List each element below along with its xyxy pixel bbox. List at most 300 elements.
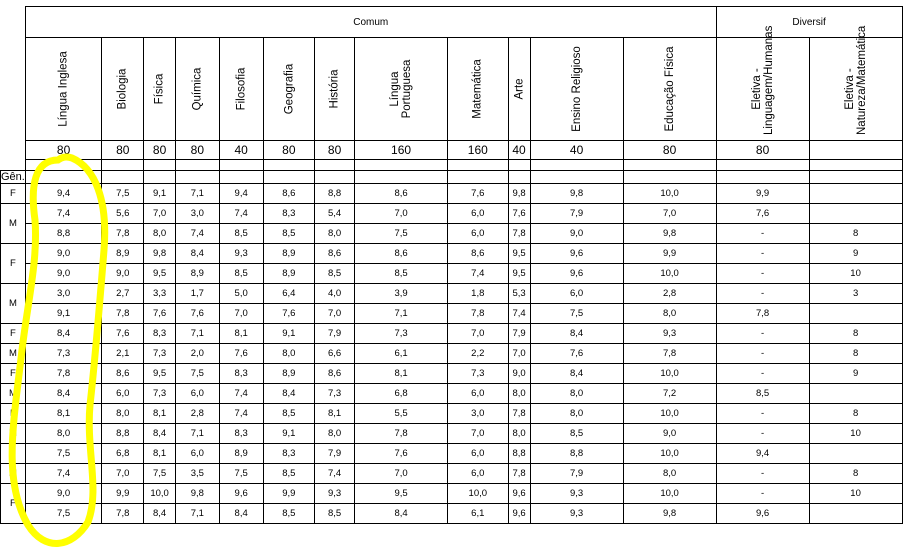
grade-cell: 7,1 <box>175 504 219 524</box>
subject-label: Língua Inglesa <box>57 51 70 127</box>
grade-cell: 8,3 <box>219 424 263 444</box>
grade-cell: - <box>716 364 809 384</box>
grade-cell: 1,7 <box>175 284 219 304</box>
grade-cell: 9,5 <box>144 264 176 284</box>
spacer-cell <box>448 171 508 184</box>
spacer-cell <box>623 160 716 171</box>
grade-cell: 9,6 <box>508 484 530 504</box>
hours-cell: 160 <box>355 141 448 160</box>
grade-cell: 3,0 <box>175 204 219 224</box>
grade-cell: 8,4 <box>25 324 101 344</box>
grade-cell: 7,1 <box>175 324 219 344</box>
grade-cell: 8,8 <box>25 224 101 244</box>
subject-label: Física <box>153 73 166 105</box>
grade-cell: 8,9 <box>219 444 263 464</box>
grade-cell: 9,3 <box>530 484 623 504</box>
subject-header <box>809 25 902 141</box>
table-row <box>1 504 903 524</box>
grade-cell: 10,0 <box>623 404 716 424</box>
spacer-cell <box>102 160 144 171</box>
subject-header <box>716 25 809 141</box>
grade-cell: 7,5 <box>25 504 101 524</box>
grade-cell <box>809 204 902 224</box>
grade-cell: 8 <box>809 324 902 344</box>
grade-cell: 8,4 <box>219 504 263 524</box>
grade-cell: 9,1 <box>144 184 176 204</box>
grade-cell: 9,0 <box>508 364 530 384</box>
grade-cell: 9,8 <box>175 484 219 504</box>
grade-cell: 8,4 <box>530 364 623 384</box>
grade-cell: 10 <box>809 264 902 284</box>
grade-cell: 7,0 <box>448 424 508 444</box>
subject-label: Educação Física <box>663 46 676 132</box>
corner-blank <box>1 141 26 160</box>
grade-cell: 8,8 <box>102 424 144 444</box>
grade-cell: 7,1 <box>355 304 448 324</box>
grade-cell: 8,3 <box>263 444 315 464</box>
spacer-cell <box>809 171 902 184</box>
grade-cell: 7,8 <box>355 424 448 444</box>
hours-cell: 40 <box>530 141 623 160</box>
grade-cell: 8,9 <box>102 244 144 264</box>
subject-header <box>175 38 219 141</box>
grade-cell: 6,6 <box>315 344 355 364</box>
spacer-cell <box>716 160 809 171</box>
grade-cell: 6,8 <box>355 384 448 404</box>
grade-cell: 10 <box>809 424 902 444</box>
grade-cell: 9,4 <box>25 184 101 204</box>
grade-cell: 8,9 <box>263 264 315 284</box>
grade-cell: 2,8 <box>623 284 716 304</box>
grade-cell: 9,6 <box>508 504 530 524</box>
grade-cell: 10,0 <box>448 484 508 504</box>
grade-cell: 8,0 <box>623 304 716 324</box>
subject-header <box>530 38 623 141</box>
hours-cell: 80 <box>144 141 176 160</box>
grade-cell: 7,8 <box>508 464 530 484</box>
subject-label: Química <box>191 67 204 111</box>
grade-cell: 8 <box>809 404 902 424</box>
grade-cell: 9,9 <box>263 484 315 504</box>
grade-cell: 9,9 <box>102 484 144 504</box>
grade-cell: - <box>716 264 809 284</box>
grade-cell: 7,6 <box>175 304 219 324</box>
grade-cell: 7,5 <box>102 184 144 204</box>
grade-cell: 8,1 <box>355 364 448 384</box>
spacer-cell <box>809 160 902 171</box>
grade-cell: 8,6 <box>315 244 355 264</box>
hours-cell: 80 <box>623 141 716 160</box>
gender-cell: M <box>1 384 26 404</box>
grade-cell: 7,4 <box>219 404 263 424</box>
table-row <box>1 324 903 344</box>
gender-cell: M <box>1 204 26 244</box>
grade-cell: 9,8 <box>144 244 176 264</box>
grade-cell: 7,9 <box>315 324 355 344</box>
grade-cell: 9,1 <box>263 424 315 444</box>
grade-cell: - <box>716 464 809 484</box>
spacer-cell <box>355 160 448 171</box>
grade-cell: 7,4 <box>448 264 508 284</box>
subject-label: História <box>328 69 341 109</box>
grade-cell: 3,0 <box>448 404 508 424</box>
grade-cell: 8,5 <box>263 404 315 424</box>
spacer-cell <box>263 160 315 171</box>
grade-cell: 8,4 <box>175 244 219 264</box>
grade-cell: 2,8 <box>175 404 219 424</box>
grade-cell: 8,0 <box>144 224 176 244</box>
hours-cell <box>809 141 902 160</box>
grade-cell: 8,5 <box>530 424 623 444</box>
subject-header <box>219 38 263 141</box>
grade-cell: 10,0 <box>623 444 716 464</box>
grade-cell: 7,9 <box>530 464 623 484</box>
grade-cell: 8 <box>809 224 902 244</box>
spacer-cell <box>144 171 176 184</box>
grade-cell: 8,1 <box>25 404 101 424</box>
grade-cell: 2,0 <box>175 344 219 364</box>
grade-cell: 10 <box>809 484 902 504</box>
grade-cell: 7,5 <box>175 364 219 384</box>
grade-cell: 7,4 <box>219 204 263 224</box>
hours-cell: 80 <box>263 141 315 160</box>
grade-cell: - <box>716 324 809 344</box>
grade-cell: 9,0 <box>530 224 623 244</box>
gender-cell: F <box>1 444 26 464</box>
gender-cell: F <box>1 184 26 204</box>
grade-cell: 8,6 <box>448 244 508 264</box>
grade-cell: 5,4 <box>315 204 355 224</box>
grade-cell: - <box>716 404 809 424</box>
grade-cell: 8,0 <box>25 424 101 444</box>
grade-cell: 8,8 <box>315 184 355 204</box>
gender-cell: F <box>1 324 26 344</box>
grade-cell: 8,5 <box>355 264 448 284</box>
subject-header <box>448 38 508 141</box>
spacer-cell <box>508 160 530 171</box>
grade-cell: 7,1 <box>175 184 219 204</box>
grade-cell: 7,5 <box>219 464 263 484</box>
grade-cell: 8,6 <box>355 244 448 264</box>
grade-cell: 8 <box>809 344 902 364</box>
grade-cell: 7,3 <box>25 344 101 364</box>
corner-blank <box>1 160 26 171</box>
grade-cell <box>809 504 902 524</box>
table-row <box>1 184 903 204</box>
grade-cell: 9,0 <box>102 264 144 284</box>
grade-cell: 7,6 <box>448 184 508 204</box>
grade-cell: 7,9 <box>315 444 355 464</box>
grade-cell: 9,0 <box>25 484 101 504</box>
grade-cell: 8,4 <box>530 324 623 344</box>
grade-cell: 8,3 <box>263 204 315 224</box>
spacer-cell <box>144 160 176 171</box>
grades-table <box>0 6 903 524</box>
table-row <box>1 424 903 444</box>
gender-cell: M <box>1 284 26 324</box>
grade-cell: 8,1 <box>144 444 176 464</box>
grade-cell: 3,0 <box>25 284 101 304</box>
table-row <box>1 364 903 384</box>
grade-cell: 5,0 <box>219 284 263 304</box>
grade-cell: 8,5 <box>219 264 263 284</box>
grade-cell: 8,5 <box>315 504 355 524</box>
subject-label: Eletiva - Natureza/Matemática <box>843 25 868 135</box>
group-diversif: Diversif <box>716 7 902 38</box>
grade-cell: 7,3 <box>315 384 355 404</box>
grade-cell: 5,6 <box>102 204 144 224</box>
hours-cell: 80 <box>175 141 219 160</box>
grade-cell: 9,4 <box>716 444 809 464</box>
grade-cell: 5,3 <box>508 284 530 304</box>
grade-cell: 7,6 <box>716 204 809 224</box>
grade-cell <box>809 184 902 204</box>
spacer-cell <box>25 160 101 171</box>
gender-header: Gên. <box>1 171 25 183</box>
grade-cell: 9,5 <box>508 264 530 284</box>
grade-cell: 7,0 <box>219 304 263 324</box>
grade-cell: 3,5 <box>175 464 219 484</box>
table-row <box>1 224 903 244</box>
grade-cell: 7,6 <box>102 324 144 344</box>
grade-cell: 8,6 <box>355 184 448 204</box>
grade-cell: 6,0 <box>448 444 508 464</box>
grade-cell: 9,3 <box>315 484 355 504</box>
grade-cell <box>809 444 902 464</box>
grade-cell: 9,5 <box>144 364 176 384</box>
grade-cell: 7,4 <box>508 304 530 324</box>
grade-cell: 2,2 <box>448 344 508 364</box>
grade-cell: 7,0 <box>102 464 144 484</box>
grade-cell: 6,4 <box>263 284 315 304</box>
gender-cell: F <box>1 404 26 424</box>
grade-cell: 9,5 <box>508 244 530 264</box>
grade-cell: 10,0 <box>623 484 716 504</box>
grade-cell: 4,0 <box>315 284 355 304</box>
table-row <box>1 204 903 224</box>
spacer-cell <box>448 160 508 171</box>
grade-cell: 7,6 <box>508 204 530 224</box>
grade-cell: 9,6 <box>219 484 263 504</box>
grade-cell: 9,1 <box>25 304 101 324</box>
hours-cell: 40 <box>508 141 530 160</box>
grade-cell: 8,8 <box>530 444 623 464</box>
grade-cell: 9,6 <box>530 244 623 264</box>
grade-cell: 7,0 <box>623 204 716 224</box>
grade-cell: 6,0 <box>102 384 144 404</box>
table-row <box>1 284 903 304</box>
grade-cell: 9,3 <box>530 504 623 524</box>
grade-cell: 8,3 <box>219 364 263 384</box>
grade-cell: 2,1 <box>102 344 144 364</box>
spacer-cell <box>263 171 315 184</box>
grade-cell: 9 <box>809 244 902 264</box>
grade-cell: 7,0 <box>448 324 508 344</box>
grade-cell: 3 <box>809 284 902 304</box>
grade-cell: 8,9 <box>175 264 219 284</box>
subject-header <box>315 38 355 141</box>
grade-cell: 8,6 <box>315 364 355 384</box>
grade-cell: 8,4 <box>355 504 448 524</box>
grade-cell: 7,4 <box>315 464 355 484</box>
grade-cell: - <box>716 344 809 364</box>
grade-cell: 5,5 <box>355 404 448 424</box>
grade-cell: 8,4 <box>263 384 315 404</box>
grade-cell: 7,4 <box>25 204 101 224</box>
grade-cell: 7,5 <box>25 444 101 464</box>
grade-cell: 9 <box>809 364 902 384</box>
grade-cell: 9,8 <box>623 224 716 244</box>
grade-cell: 6,0 <box>448 224 508 244</box>
grade-cell: 8,0 <box>530 404 623 424</box>
gender-cell: M <box>1 344 26 364</box>
grade-cell: 7,6 <box>144 304 176 324</box>
subject-label: Eletiva - Linguagem/Humanas <box>750 25 775 135</box>
grade-cell: 8,0 <box>315 424 355 444</box>
grade-cell: 9,1 <box>263 324 315 344</box>
spacer-cell <box>508 171 530 184</box>
grade-cell: 8,5 <box>315 264 355 284</box>
grade-cell: 8,5 <box>263 504 315 524</box>
grade-cell: 6,0 <box>448 204 508 224</box>
grade-cell: 10,0 <box>144 484 176 504</box>
grade-cell: 9,6 <box>530 264 623 284</box>
grade-cell: - <box>716 284 809 304</box>
hours-cell: 80 <box>716 141 809 160</box>
grade-cell: 7,8 <box>25 364 101 384</box>
grade-cell: 3,9 <box>355 284 448 304</box>
grade-cell: 7,2 <box>623 384 716 404</box>
grade-cell: 7,5 <box>144 464 176 484</box>
grade-cell: 3,3 <box>144 284 176 304</box>
corner-blank <box>1 7 26 38</box>
grade-cell: 6,1 <box>448 504 508 524</box>
table-row <box>1 444 903 464</box>
grade-cell: - <box>716 244 809 264</box>
subject-label: Geografia <box>282 63 295 115</box>
grade-cell: 7,3 <box>355 324 448 344</box>
grade-cell: 7,3 <box>144 384 176 404</box>
grade-cell: 7,0 <box>144 204 176 224</box>
table-row <box>1 304 903 324</box>
corner-blank <box>1 38 26 141</box>
hours-cell: 80 <box>315 141 355 160</box>
grade-cell: 7,6 <box>530 344 623 364</box>
grade-cell: 7,4 <box>175 224 219 244</box>
grade-cell: 7,8 <box>716 304 809 324</box>
spacer-cell <box>175 171 219 184</box>
grade-cell: 7,1 <box>175 424 219 444</box>
grade-cell: 2,7 <box>102 284 144 304</box>
grade-cell: - <box>716 484 809 504</box>
grade-cell: 7,0 <box>315 304 355 324</box>
grade-cell: 10,0 <box>623 184 716 204</box>
grade-cell: 7,8 <box>102 504 144 524</box>
grade-cell: 9,5 <box>355 484 448 504</box>
hours-cell: 40 <box>219 141 263 160</box>
grade-cell: 8,5 <box>263 224 315 244</box>
grade-cell: 6,0 <box>175 444 219 464</box>
grade-cell: 7,9 <box>530 204 623 224</box>
grade-cell: 8 <box>809 464 902 484</box>
grade-cell: 9,9 <box>623 244 716 264</box>
grade-cell: 7,9 <box>508 324 530 344</box>
grade-cell: 8,0 <box>508 424 530 444</box>
grade-cell: 7,4 <box>25 464 101 484</box>
grade-cell: 9,3 <box>623 324 716 344</box>
grade-cell: 7,8 <box>623 344 716 364</box>
grade-cell: 10,0 <box>623 264 716 284</box>
spacer-cell <box>219 160 263 171</box>
grade-cell: 7,0 <box>355 464 448 484</box>
grade-cell: 9,4 <box>219 184 263 204</box>
spacer-cell <box>530 171 623 184</box>
grade-cell: 8,6 <box>102 364 144 384</box>
subject-label: Ensino Religioso <box>570 46 583 132</box>
subject-header <box>25 38 101 141</box>
grade-cell: 9,0 <box>25 244 101 264</box>
subject-label: Matemática <box>471 59 484 119</box>
spacer-cell <box>716 171 809 184</box>
grade-cell: 6,8 <box>102 444 144 464</box>
hours-cell: 160 <box>448 141 508 160</box>
hours-cell: 80 <box>102 141 144 160</box>
grade-cell: 7,6 <box>219 344 263 364</box>
grade-cell: 8,1 <box>219 324 263 344</box>
spacer-cell <box>530 160 623 171</box>
subject-header <box>623 38 716 141</box>
grade-cell: 9,8 <box>530 184 623 204</box>
grade-cell: 8,0 <box>623 464 716 484</box>
grade-cell: 8,8 <box>508 444 530 464</box>
table-row <box>1 244 903 264</box>
hours-cell: 80 <box>25 141 101 160</box>
grade-cell: 6,0 <box>448 384 508 404</box>
grade-cell: 8,0 <box>508 384 530 404</box>
grade-cell: 8,0 <box>102 404 144 424</box>
gender-cell: F <box>1 364 26 384</box>
grade-cell: 10,0 <box>623 364 716 384</box>
grade-cell: 7,4 <box>219 384 263 404</box>
grade-cell: 7,5 <box>530 304 623 324</box>
grade-cell: 6,0 <box>175 384 219 404</box>
gender-cell: M <box>1 424 26 444</box>
grade-cell: 7,8 <box>448 304 508 324</box>
table-row <box>1 384 903 404</box>
grade-cell: 8,0 <box>315 224 355 244</box>
spacer-cell <box>219 171 263 184</box>
spacer-cell <box>315 160 355 171</box>
subject-label: Filosofia <box>235 67 248 111</box>
table-row <box>1 404 903 424</box>
grade-cell: 8,1 <box>144 404 176 424</box>
grade-cell: 9,9 <box>716 184 809 204</box>
grade-cell: 8,6 <box>263 184 315 204</box>
gender-cell: M <box>1 464 26 484</box>
spacer-cell <box>623 171 716 184</box>
grade-cell: 8,9 <box>263 364 315 384</box>
grade-cell: 8,5 <box>716 384 809 404</box>
grade-cell: 8,4 <box>144 424 176 444</box>
grade-cell: 7,0 <box>355 204 448 224</box>
grade-cell: 7,8 <box>102 304 144 324</box>
subject-header <box>102 38 144 141</box>
grade-cell: 7,8 <box>102 224 144 244</box>
grade-cell: 8,0 <box>263 344 315 364</box>
grade-cell: 8,1 <box>315 404 355 424</box>
grade-cell: 8,4 <box>144 504 176 524</box>
grade-cell: 7,8 <box>508 224 530 244</box>
